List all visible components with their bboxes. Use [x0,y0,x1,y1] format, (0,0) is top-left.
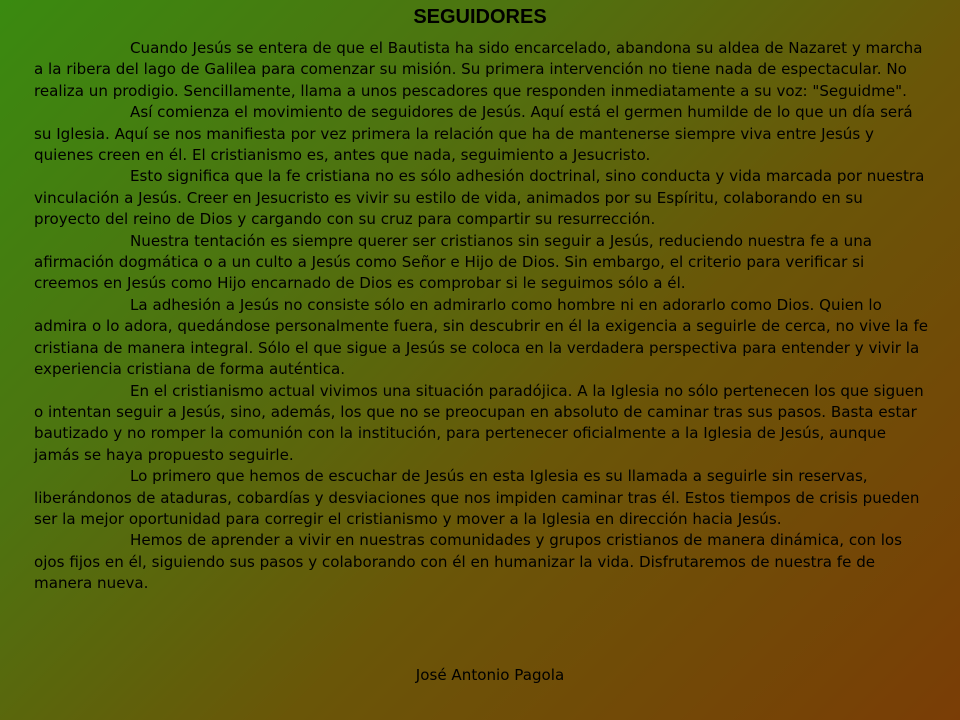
paragraph: Así comienza el movimiento de seguidores de Jesús. Aquí está el germen humilde de lo que un día será su Iglesia. Aquí se nos manifiesta por vez primera la relación que ha de mantenerse siempre viva entre Jesús y quienes creen en él. El cristianismo es, antes que nada, seguimiento a Jesucristo. [34,103,913,165]
paragraph: Lo primero que hemos de escuchar de Jesús en esta Iglesia es su llamada a seguirle sin reservas, liberándonos de ataduras, cobardías y desviaciones que nos impiden caminar tras él. Estos tiempos de crisis pueden ser la mejor oportunidad para corregir el cristianismo y mover a la Iglesia en dirección hacia Jesús. [34,467,920,528]
slide-title: SEGUIDORES [413,6,547,28]
paragraph: En el cristianismo actual vivimos una situación paradójica. A la Iglesia no sólo pertenecen los que siguen o intentan seguir a Jesús, sino, además, los que no se preocupan en absoluto de caminar tras sus pasos. Basta estar bautizado y no romper la comunión con la institución, para pertenecer oficialmente a la Iglesia de Jesús, aunque jamás se haya propuesto seguirle. [34,381,924,464]
paragraph: Hemos de aprender a vivir en nuestras comunidades y grupos cristianos de manera dinámica, con los ojos fijos en él, siguiendo sus pasos y colaborando con él en humanizar la vida. Disfrutaremos de nuestra fe de manera nueva. [34,531,903,593]
paragraph: Esto significa que la fe cristiana no es sólo adhesión doctrinal, sino conducta y vida marcada por nuestra vinculación a Jesús. Creer en Jesucristo es vivir su estilo de vida, animados por su Espíritu, colaborando en su proyecto del reino de Dios y cargando con su cruz para compartir su resurrección. [34,167,925,229]
slide-body [34,38,930,595]
paragraph: La adhesión a Jesús no consiste sólo en admirarlo como hombre ni en adorarlo como Dios. Quien lo admira o lo adora, quedándose personalmente fuera, sin descubrir en él la exigencia a seguirle de cerca, no vive la fe cristiana de manera integral. Sólo el que sigue a Jesús se coloca en la verdadera perspectiva para entender y vivir la experiencia cristiana de forma auténtica. [34,295,929,379]
author-signature: José Antonio Pagola [415,666,565,684]
paragraph: Nuestra tentación es siempre querer ser cristianos sin seguir a Jesús, reduciendo nuestra fe a una afirmación dogmática o a un culto a Jesús como Señor e Hijo de Dios. Sin embargo, el criterio para verificar si creemos en Jesús como Hijo encarnado de Dios es comprobar si le seguimos sólo a él. [34,231,873,293]
paragraph: Cuando Jesús se entera de que el Bautista ha sido encarcelado, abandona su aldea de Nazaret y marcha a la ribera del lago de Galilea para comenzar su misión. Su primera intervención no tiene nada de espectacular. No realiza un prodigio. Sencillamente, llama a unos pescadores que responden inmediatamente a su voz: "Seguidme". [34,39,923,100]
